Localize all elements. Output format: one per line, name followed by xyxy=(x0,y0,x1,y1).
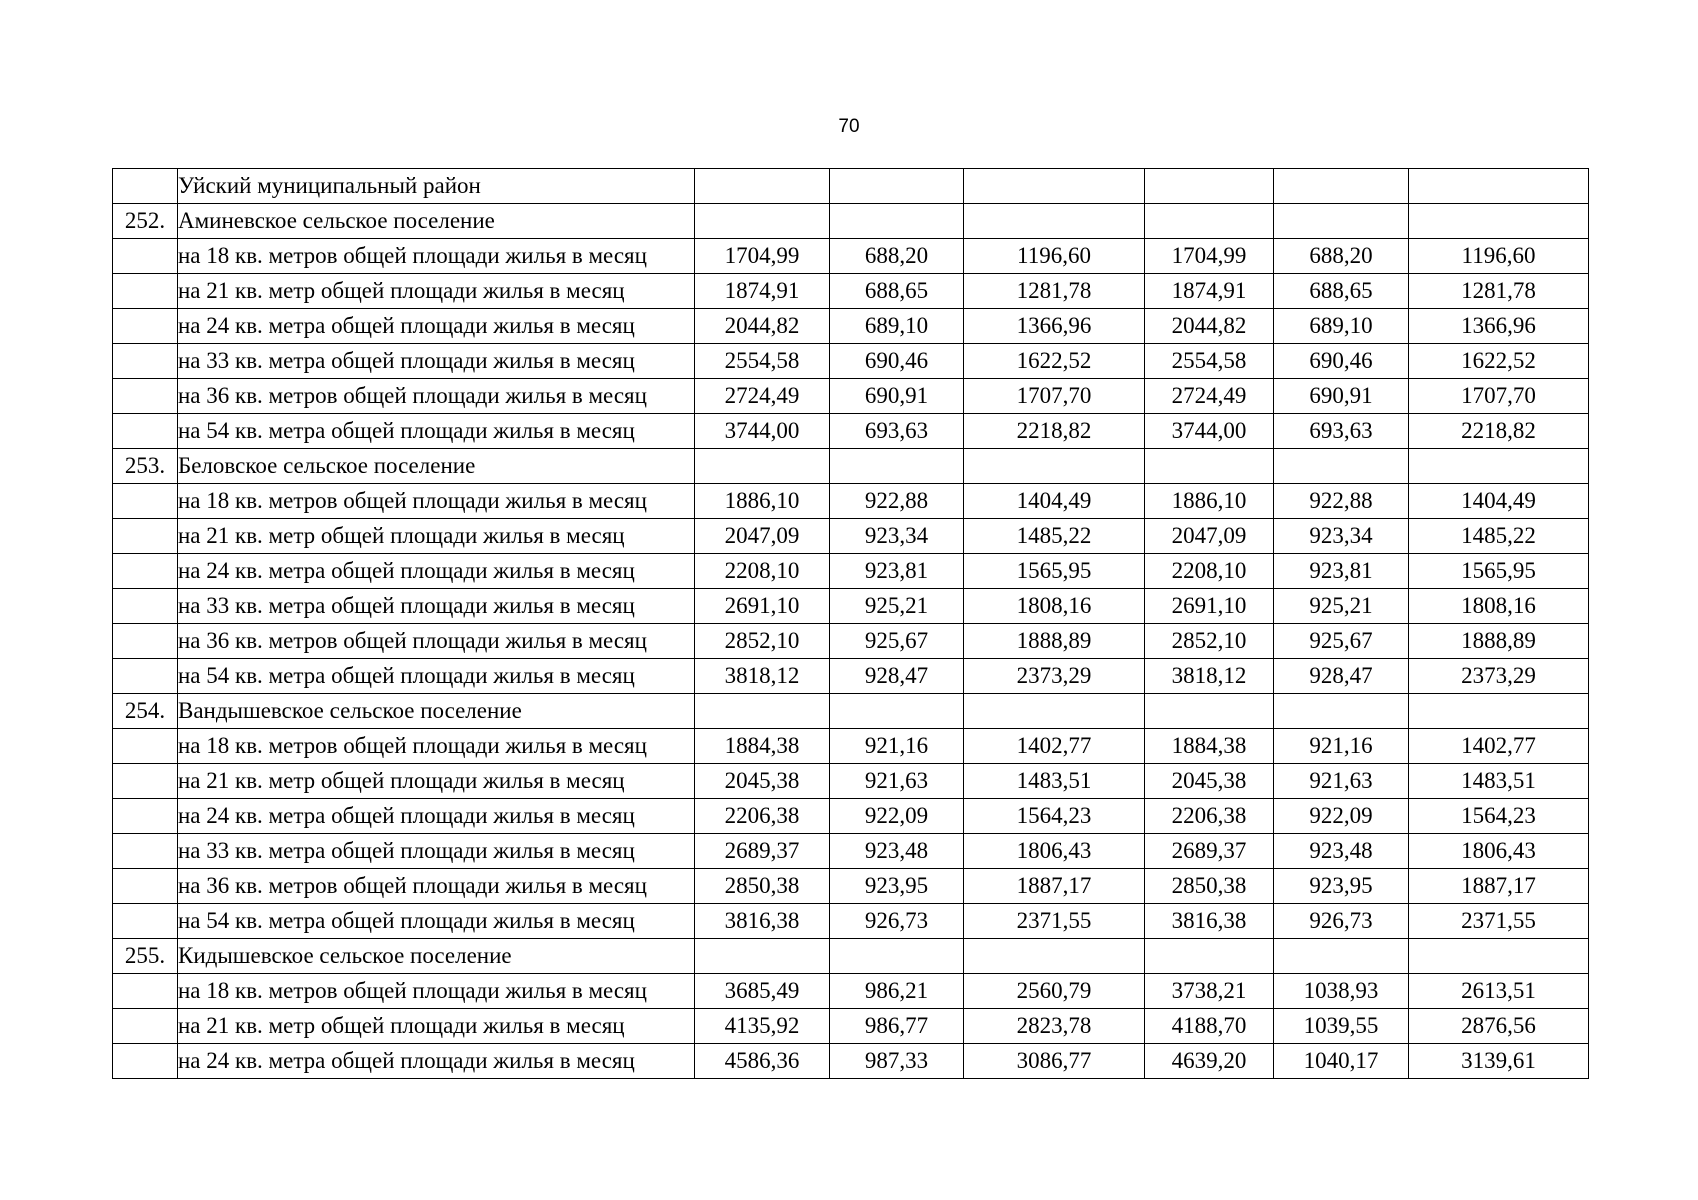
value-cell-col-3 xyxy=(964,694,1145,729)
row-number-cell xyxy=(113,554,178,589)
value-cell-col-4: 2691,10 xyxy=(1145,589,1274,624)
table-row xyxy=(113,344,1589,379)
value-cell-col-3: 1402,77 xyxy=(964,729,1145,764)
value-cell-col-6: 2876,56 xyxy=(1409,1009,1589,1044)
value-cell-col-4: 2206,38 xyxy=(1145,799,1274,834)
table-row xyxy=(113,554,1589,589)
table-row xyxy=(113,939,1589,974)
value-cell-col-2: 689,10 xyxy=(830,309,964,344)
value-cell-col-4: 2045,38 xyxy=(1145,764,1274,799)
value-cell-col-1: 2724,49 xyxy=(695,379,830,414)
row-label-cell: Аминевское сельское поселение xyxy=(178,204,695,239)
value-cell-col-2: 922,88 xyxy=(830,484,964,519)
row-number-cell: 253. xyxy=(113,449,178,484)
table-row xyxy=(113,1044,1589,1079)
value-cell-col-5: 690,91 xyxy=(1274,379,1409,414)
value-cell-col-5 xyxy=(1274,169,1409,204)
value-cell-col-1: 3816,38 xyxy=(695,904,830,939)
value-cell-col-4: 3738,21 xyxy=(1145,974,1274,1009)
table-row xyxy=(113,239,1589,274)
value-cell-col-5: 922,88 xyxy=(1274,484,1409,519)
value-cell-col-5: 925,67 xyxy=(1274,624,1409,659)
value-cell-col-3: 1887,17 xyxy=(964,869,1145,904)
row-label-cell: Кидышевское сельское поселение xyxy=(178,939,695,974)
row-number-cell xyxy=(113,799,178,834)
row-label-cell: на 18 кв. метров общей площади жилья в месяц xyxy=(178,239,695,274)
table-body xyxy=(113,169,1589,1079)
row-label-cell: на 21 кв. метр общей площади жилья в месяц xyxy=(178,519,695,554)
row-number-cell xyxy=(113,729,178,764)
row-label-cell: Вандышевское сельское поселение xyxy=(178,694,695,729)
value-cell-col-1: 3818,12 xyxy=(695,659,830,694)
row-number-cell xyxy=(113,169,178,204)
table-row xyxy=(113,484,1589,519)
row-label-cell: на 18 кв. метров общей площади жилья в месяц xyxy=(178,974,695,1009)
value-cell-col-6 xyxy=(1409,169,1589,204)
row-label-cell: на 36 кв. метров общей площади жилья в месяц xyxy=(178,379,695,414)
value-cell-col-6: 2613,51 xyxy=(1409,974,1589,1009)
value-cell-col-1: 1874,91 xyxy=(695,274,830,309)
value-cell-col-2: 923,95 xyxy=(830,869,964,904)
row-label-cell: Уйский муниципальный район xyxy=(178,169,695,204)
row-label-cell: на 54 кв. метра общей площади жилья в месяц xyxy=(178,414,695,449)
row-label-cell: на 24 кв. метра общей площади жилья в месяц xyxy=(178,309,695,344)
table-row xyxy=(113,589,1589,624)
value-cell-col-3: 1483,51 xyxy=(964,764,1145,799)
value-cell-col-4 xyxy=(1145,449,1274,484)
value-cell-col-1: 1886,10 xyxy=(695,484,830,519)
value-cell-col-3 xyxy=(964,169,1145,204)
value-cell-col-6: 1404,49 xyxy=(1409,484,1589,519)
row-label-cell: на 33 кв. метра общей площади жилья в месяц xyxy=(178,589,695,624)
value-cell-col-4 xyxy=(1145,939,1274,974)
row-label-cell: на 36 кв. метров общей площади жилья в месяц xyxy=(178,869,695,904)
value-cell-col-2: 987,33 xyxy=(830,1044,964,1079)
value-cell-col-3: 2373,29 xyxy=(964,659,1145,694)
value-cell-col-1 xyxy=(695,449,830,484)
value-cell-col-6: 1808,16 xyxy=(1409,589,1589,624)
value-cell-col-5: 693,63 xyxy=(1274,414,1409,449)
value-cell-col-5: 690,46 xyxy=(1274,344,1409,379)
row-label-cell: на 54 кв. метра общей площади жилья в месяц xyxy=(178,659,695,694)
row-number-cell xyxy=(113,659,178,694)
row-label-cell: на 36 кв. метров общей площади жилья в месяц xyxy=(178,624,695,659)
table-row xyxy=(113,974,1589,1009)
value-cell-col-3: 1564,23 xyxy=(964,799,1145,834)
value-cell-col-2: 688,20 xyxy=(830,239,964,274)
table-row xyxy=(113,799,1589,834)
table-row xyxy=(113,869,1589,904)
value-cell-col-1: 2850,38 xyxy=(695,869,830,904)
value-cell-col-3: 1806,43 xyxy=(964,834,1145,869)
table-row xyxy=(113,309,1589,344)
value-cell-col-1: 1704,99 xyxy=(695,239,830,274)
value-cell-col-4: 1704,99 xyxy=(1145,239,1274,274)
table-row xyxy=(113,729,1589,764)
value-cell-col-3: 1808,16 xyxy=(964,589,1145,624)
value-cell-col-1: 2689,37 xyxy=(695,834,830,869)
table-row xyxy=(113,659,1589,694)
table-row xyxy=(113,1009,1589,1044)
row-label-cell: на 24 кв. метра общей площади жилья в месяц xyxy=(178,1044,695,1079)
table-row xyxy=(113,519,1589,554)
value-cell-col-3: 2218,82 xyxy=(964,414,1145,449)
value-cell-col-2 xyxy=(830,694,964,729)
row-number-cell xyxy=(113,274,178,309)
value-cell-col-6: 2373,29 xyxy=(1409,659,1589,694)
value-cell-col-1 xyxy=(695,204,830,239)
value-cell-col-4: 2724,49 xyxy=(1145,379,1274,414)
table-row xyxy=(113,274,1589,309)
value-cell-col-5: 923,95 xyxy=(1274,869,1409,904)
value-cell-col-5: 1039,55 xyxy=(1274,1009,1409,1044)
value-cell-col-2: 923,48 xyxy=(830,834,964,869)
table-row xyxy=(113,204,1589,239)
row-label-cell: на 33 кв. метра общей площади жилья в месяц xyxy=(178,834,695,869)
value-cell-col-4 xyxy=(1145,204,1274,239)
value-cell-col-6: 1564,23 xyxy=(1409,799,1589,834)
page-number: 70 xyxy=(838,116,860,137)
row-number-cell xyxy=(113,379,178,414)
value-cell-col-3: 1366,96 xyxy=(964,309,1145,344)
value-cell-col-1: 2852,10 xyxy=(695,624,830,659)
value-cell-col-5: 923,81 xyxy=(1274,554,1409,589)
value-cell-col-6: 1707,70 xyxy=(1409,379,1589,414)
value-cell-col-2 xyxy=(830,939,964,974)
row-number-cell xyxy=(113,519,178,554)
value-cell-col-1: 3685,49 xyxy=(695,974,830,1009)
table-row xyxy=(113,169,1589,204)
value-cell-col-2: 921,63 xyxy=(830,764,964,799)
table-row xyxy=(113,834,1589,869)
value-cell-col-6: 2218,82 xyxy=(1409,414,1589,449)
row-label-cell: на 54 кв. метра общей площади жилья в месяц xyxy=(178,904,695,939)
row-number-cell xyxy=(113,309,178,344)
value-cell-col-6: 3139,61 xyxy=(1409,1044,1589,1079)
value-cell-col-2: 922,09 xyxy=(830,799,964,834)
value-cell-col-4: 3818,12 xyxy=(1145,659,1274,694)
row-number-cell: 254. xyxy=(113,694,178,729)
value-cell-col-5: 928,47 xyxy=(1274,659,1409,694)
table-row xyxy=(113,414,1589,449)
value-cell-col-5: 688,20 xyxy=(1274,239,1409,274)
value-cell-col-3: 2371,55 xyxy=(964,904,1145,939)
row-number-cell xyxy=(113,764,178,799)
value-cell-col-4: 2554,58 xyxy=(1145,344,1274,379)
value-cell-col-4: 1874,91 xyxy=(1145,274,1274,309)
value-cell-col-4 xyxy=(1145,694,1274,729)
value-cell-col-4: 4639,20 xyxy=(1145,1044,1274,1079)
value-cell-col-4: 2047,09 xyxy=(1145,519,1274,554)
value-cell-col-6: 1622,52 xyxy=(1409,344,1589,379)
value-cell-col-4: 1884,38 xyxy=(1145,729,1274,764)
value-cell-col-5: 1038,93 xyxy=(1274,974,1409,1009)
value-cell-col-4: 2852,10 xyxy=(1145,624,1274,659)
value-cell-col-2 xyxy=(830,204,964,239)
row-label-cell: на 33 кв. метра общей площади жилья в месяц xyxy=(178,344,695,379)
value-cell-col-3: 3086,77 xyxy=(964,1044,1145,1079)
value-cell-col-1: 2208,10 xyxy=(695,554,830,589)
value-cell-col-2: 925,21 xyxy=(830,589,964,624)
value-cell-col-3: 1281,78 xyxy=(964,274,1145,309)
value-cell-col-1 xyxy=(695,694,830,729)
row-number-cell xyxy=(113,869,178,904)
value-cell-col-1: 2047,09 xyxy=(695,519,830,554)
value-cell-col-1: 3744,00 xyxy=(695,414,830,449)
value-cell-col-6: 1281,78 xyxy=(1409,274,1589,309)
row-number-cell xyxy=(113,344,178,379)
value-cell-col-4: 4188,70 xyxy=(1145,1009,1274,1044)
value-cell-col-3 xyxy=(964,939,1145,974)
value-cell-col-1 xyxy=(695,939,830,974)
row-number-cell xyxy=(113,624,178,659)
value-cell-col-3: 1485,22 xyxy=(964,519,1145,554)
value-cell-col-4: 2208,10 xyxy=(1145,554,1274,589)
table-row xyxy=(113,379,1589,414)
value-cell-col-5: 921,63 xyxy=(1274,764,1409,799)
value-cell-col-5: 1040,17 xyxy=(1274,1044,1409,1079)
row-number-cell xyxy=(113,974,178,1009)
value-cell-col-2: 928,47 xyxy=(830,659,964,694)
value-cell-col-3 xyxy=(964,449,1145,484)
table-row xyxy=(113,449,1589,484)
row-label-cell: на 24 кв. метра общей площади жилья в месяц xyxy=(178,554,695,589)
value-cell-col-5 xyxy=(1274,694,1409,729)
value-cell-col-6 xyxy=(1409,449,1589,484)
value-cell-col-2: 690,46 xyxy=(830,344,964,379)
value-cell-col-6: 1806,43 xyxy=(1409,834,1589,869)
row-label-cell: на 21 кв. метр общей площади жилья в месяц xyxy=(178,1009,695,1044)
value-cell-col-4: 2044,82 xyxy=(1145,309,1274,344)
value-cell-col-2: 925,67 xyxy=(830,624,964,659)
tariff-table xyxy=(112,168,1589,1079)
row-number-cell: 252. xyxy=(113,204,178,239)
row-label-cell: на 21 кв. метр общей площади жилья в месяц xyxy=(178,274,695,309)
value-cell-col-3: 1404,49 xyxy=(964,484,1145,519)
value-cell-col-2: 693,63 xyxy=(830,414,964,449)
value-cell-col-6: 1402,77 xyxy=(1409,729,1589,764)
row-number-cell xyxy=(113,484,178,519)
value-cell-col-4: 3744,00 xyxy=(1145,414,1274,449)
value-cell-col-4: 3816,38 xyxy=(1145,904,1274,939)
value-cell-col-2: 690,91 xyxy=(830,379,964,414)
row-number-cell xyxy=(113,1009,178,1044)
value-cell-col-2: 986,21 xyxy=(830,974,964,1009)
row-number-cell xyxy=(113,1044,178,1079)
row-number-cell xyxy=(113,904,178,939)
value-cell-col-6: 1565,95 xyxy=(1409,554,1589,589)
value-cell-col-5: 926,73 xyxy=(1274,904,1409,939)
value-cell-col-5: 921,16 xyxy=(1274,729,1409,764)
value-cell-col-6: 2371,55 xyxy=(1409,904,1589,939)
value-cell-col-5 xyxy=(1274,939,1409,974)
value-cell-col-2: 923,81 xyxy=(830,554,964,589)
row-number-cell: 255. xyxy=(113,939,178,974)
row-label-cell: Беловское сельское поселение xyxy=(178,449,695,484)
value-cell-col-1: 4135,92 xyxy=(695,1009,830,1044)
value-cell-col-3 xyxy=(964,204,1145,239)
value-cell-col-6: 1366,96 xyxy=(1409,309,1589,344)
value-cell-col-6 xyxy=(1409,694,1589,729)
table-row xyxy=(113,764,1589,799)
value-cell-col-1: 1884,38 xyxy=(695,729,830,764)
value-cell-col-1: 2044,82 xyxy=(695,309,830,344)
value-cell-col-5: 923,34 xyxy=(1274,519,1409,554)
value-cell-col-3: 1565,95 xyxy=(964,554,1145,589)
value-cell-col-6: 1887,17 xyxy=(1409,869,1589,904)
row-number-cell xyxy=(113,834,178,869)
table-row xyxy=(113,694,1589,729)
value-cell-col-4 xyxy=(1145,169,1274,204)
value-cell-col-1: 4586,36 xyxy=(695,1044,830,1079)
row-label-cell: на 18 кв. метров общей площади жилья в месяц xyxy=(178,729,695,764)
value-cell-col-1: 2045,38 xyxy=(695,764,830,799)
row-label-cell: на 24 кв. метра общей площади жилья в месяц xyxy=(178,799,695,834)
value-cell-col-5 xyxy=(1274,449,1409,484)
value-cell-col-5: 923,48 xyxy=(1274,834,1409,869)
row-label-cell: на 18 кв. метров общей площади жилья в месяц xyxy=(178,484,695,519)
value-cell-col-2: 921,16 xyxy=(830,729,964,764)
value-cell-col-5: 688,65 xyxy=(1274,274,1409,309)
value-cell-col-5 xyxy=(1274,204,1409,239)
value-cell-col-6 xyxy=(1409,204,1589,239)
value-cell-col-3: 2560,79 xyxy=(964,974,1145,1009)
value-cell-col-3: 1622,52 xyxy=(964,344,1145,379)
value-cell-col-3: 1888,89 xyxy=(964,624,1145,659)
value-cell-col-4: 2850,38 xyxy=(1145,869,1274,904)
row-number-cell xyxy=(113,589,178,624)
value-cell-col-6: 1196,60 xyxy=(1409,239,1589,274)
value-cell-col-2: 926,73 xyxy=(830,904,964,939)
value-cell-col-3: 2823,78 xyxy=(964,1009,1145,1044)
value-cell-col-1 xyxy=(695,169,830,204)
value-cell-col-2: 688,65 xyxy=(830,274,964,309)
value-cell-col-2: 923,34 xyxy=(830,519,964,554)
row-number-cell xyxy=(113,239,178,274)
value-cell-col-5: 922,09 xyxy=(1274,799,1409,834)
value-cell-col-4: 1886,10 xyxy=(1145,484,1274,519)
value-cell-col-6: 1888,89 xyxy=(1409,624,1589,659)
value-cell-col-1: 2691,10 xyxy=(695,589,830,624)
row-label-cell: на 21 кв. метр общей площади жилья в месяц xyxy=(178,764,695,799)
value-cell-col-3: 1707,70 xyxy=(964,379,1145,414)
value-cell-col-5: 925,21 xyxy=(1274,589,1409,624)
value-cell-col-6 xyxy=(1409,939,1589,974)
value-cell-col-6: 1485,22 xyxy=(1409,519,1589,554)
table-row xyxy=(113,904,1589,939)
value-cell-col-5: 689,10 xyxy=(1274,309,1409,344)
value-cell-col-2 xyxy=(830,169,964,204)
value-cell-col-2 xyxy=(830,449,964,484)
value-cell-col-1: 2206,38 xyxy=(695,799,830,834)
table-row xyxy=(113,624,1589,659)
value-cell-col-3: 1196,60 xyxy=(964,239,1145,274)
value-cell-col-4: 2689,37 xyxy=(1145,834,1274,869)
row-number-cell xyxy=(113,414,178,449)
value-cell-col-2: 986,77 xyxy=(830,1009,964,1044)
value-cell-col-6: 1483,51 xyxy=(1409,764,1589,799)
value-cell-col-1: 2554,58 xyxy=(695,344,830,379)
